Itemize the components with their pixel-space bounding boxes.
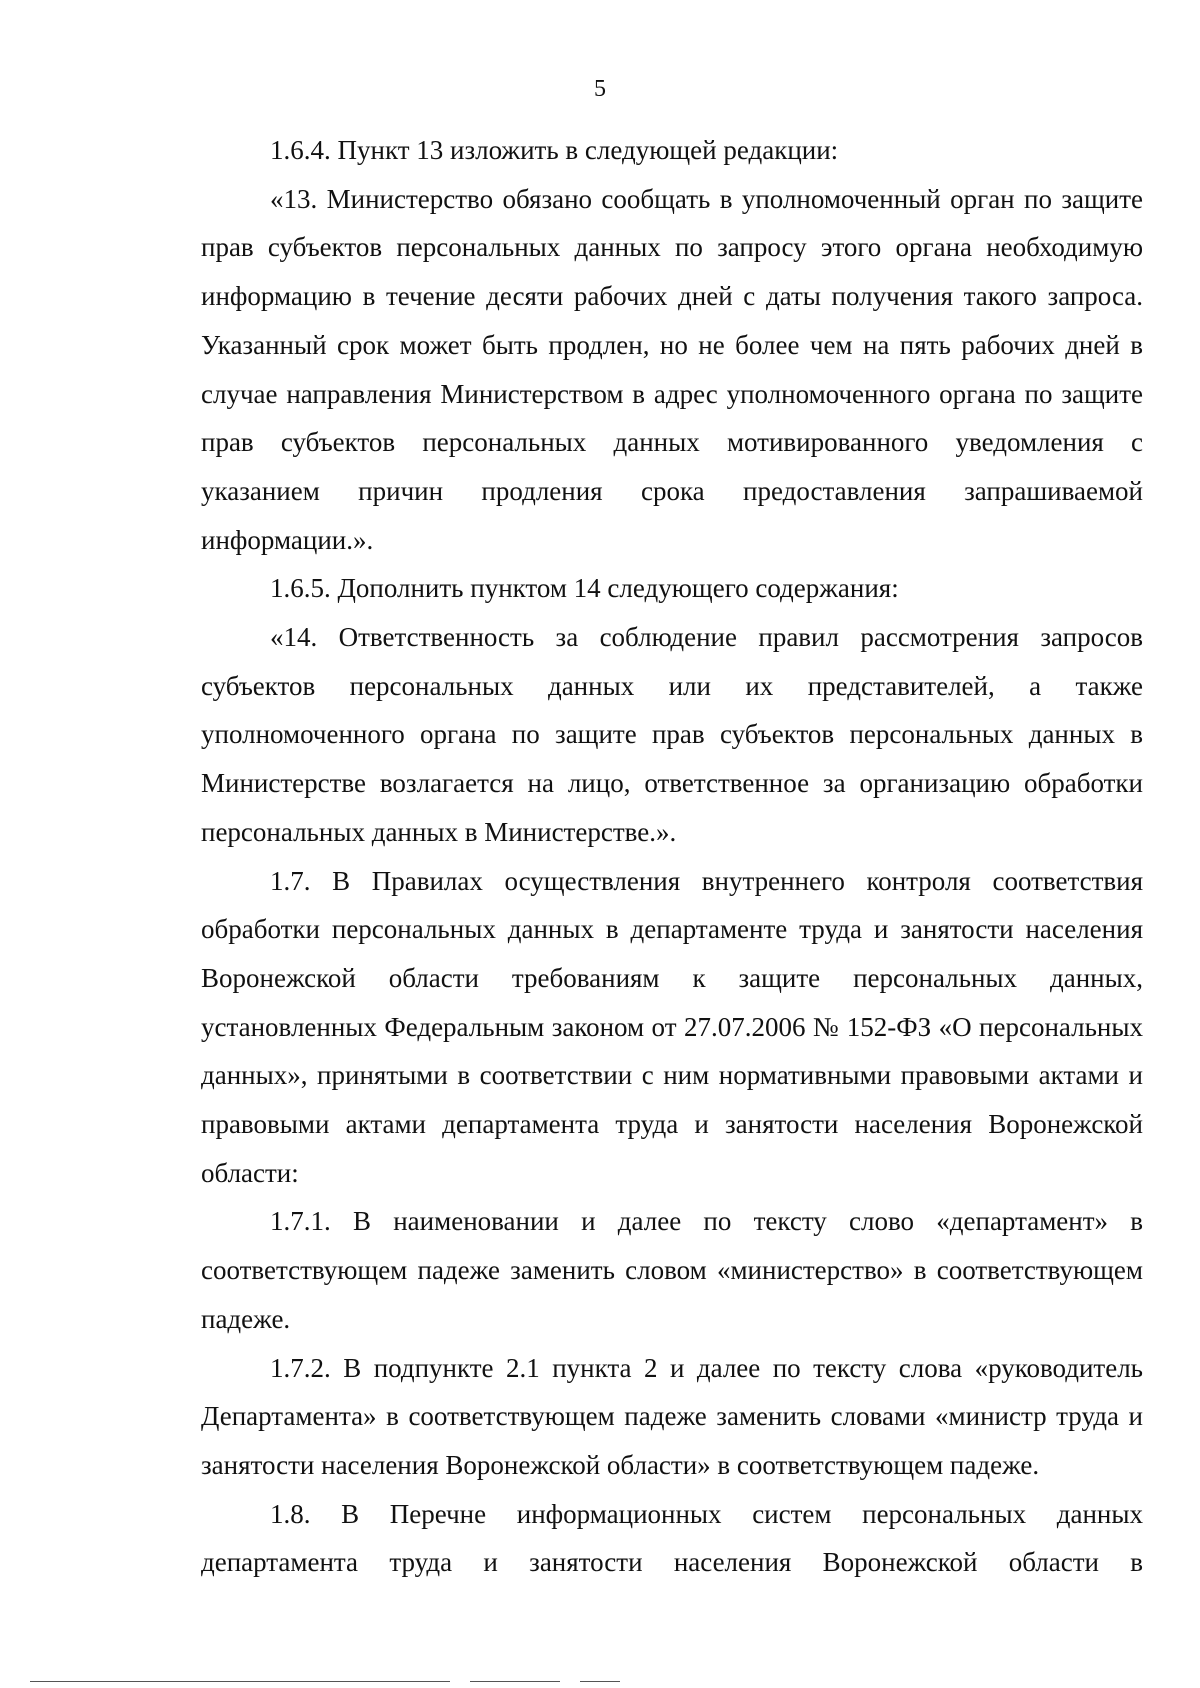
document-body	[201, 126, 1143, 1587]
paragraph-1-6-5: 1.6.5. Дополнить пунктом 14 следующего содержания:	[270, 573, 899, 604]
scan-edge-artifact	[0, 1678, 1200, 1688]
paragraph-1-7: 1.7. В Правилах осуществления внутреннего контроля соответствия обработки персональных данных в департаменте труда и занятости населения Воронежской области требованиям к защите персональных данных, установленных Федеральным законом от 27.07.2006 № 152-ФЗ «О персональных данных», принятыми в соответствии с ним нормативными правовыми актами и правовыми актами департамента труда и занятости населения Воронежской области:	[201, 865, 1143, 1188]
paragraph-1-8: 1.8. В Перечне информационных систем персональных данных департамента труда и занятости населения Воронежской области в	[201, 1498, 1143, 1578]
paragraph-1-7-1: 1.7.1. В наименовании и далее по тексту слово «департамент» в соответствующем падеже заменить словом «министерство» в соответствующем падеже.	[201, 1206, 1143, 1334]
paragraph-1-6-4: 1.6.4. Пункт 13 изложить в следующей редакции:	[270, 135, 839, 165]
paragraph-quote-14: «14. Ответственность за соблюдение правил рассмотрения запросов субъектов персональных данных или их представителей, а также уполномоченного органа по защите прав субъектов персональных данных в Министерстве возлагается на лицо, ответственное за организацию обработки персональных данных в Министерстве.».	[201, 622, 1143, 847]
page-number: 5	[594, 76, 606, 102]
paragraph-quote-13: «13. Министерство обязано сообщать в уполномоченный орган по защите прав субъектов персональных данных по запросу этого органа необходимую информацию в течение десяти рабочих дней с даты получения такого запроса. Указанный срок может быть продлен, но не более чем на пять рабочих дней в случае направления Министерством в адрес уполномоченного органа по защите прав субъектов персональных данных мотивированного уведомления с указанием причин продления срока предоставления запрашиваемой информации.».	[201, 183, 1143, 555]
paragraph-1-7-2: 1.7.2. В подпункте 2.1 пункта 2 и далее по тексту слова «руководитель Департамента» в соответствующем падеже заменить словами «министр труда и занятости населения Воронежской области» в соответствующем падеже.	[201, 1352, 1143, 1480]
